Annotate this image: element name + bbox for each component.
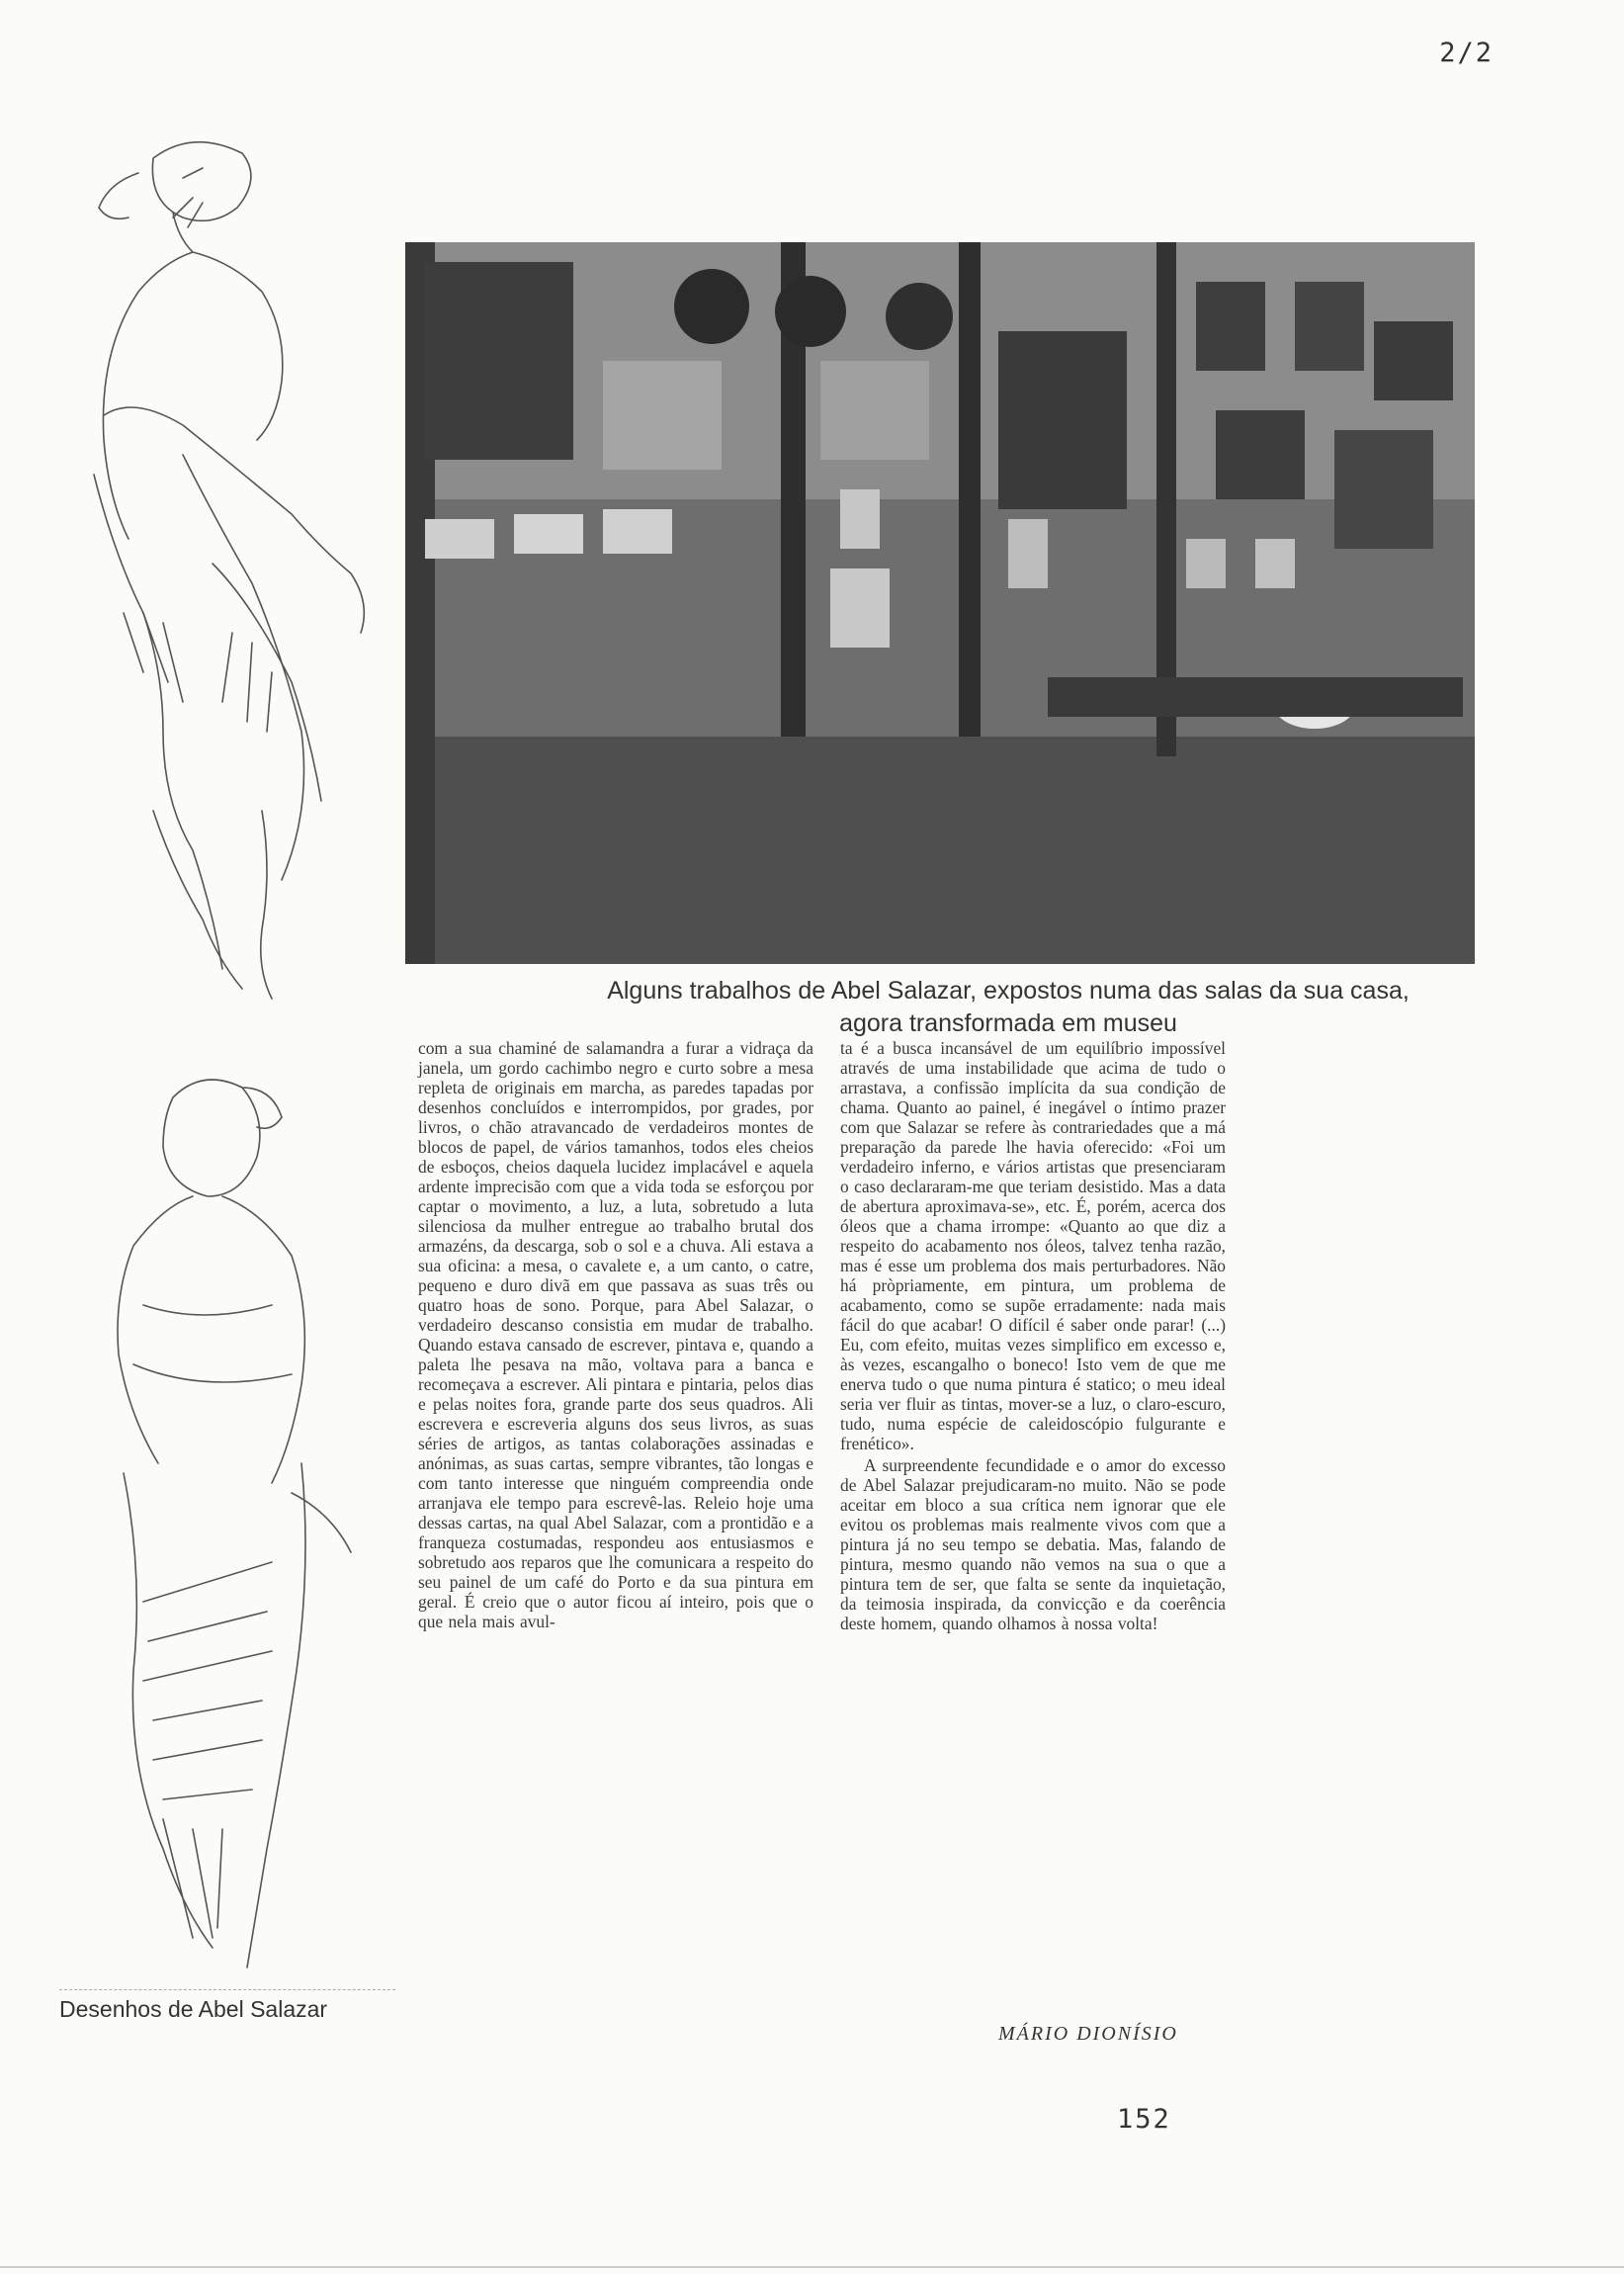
page-marker: 2/2 [1439,38,1494,68]
article-column-right [840,1038,1226,1635]
author-signature: MÁRIO DIONÍSIO [998,2023,1178,2045]
scan-edge [0,2266,1624,2268]
paragraph: A surpreendente fecundidade e o amor do excesso de Abel Salazar prejudicaram-no muito. Não se pode aceitar em bloco a sua crítica nem ignorar que ele evitou os problemas mais realmente vivos com que a pintura já no seu tempo se debatia. Mas, falando de pintura, mesmo quando não vemos na sua o que a pintura tem de ser, que falta se sente da inquietação, da teimosia inspirada, da convicção e da coerência deste homem, quando olhamos à nossa volta! [840,1455,1226,1633]
article-column-left [418,1038,813,1633]
paragraph: com a sua chaminé de salamandra a furar a vidraça da janela, um gordo cachimbo negro e curto sobre a mesa repleta de originais em marcha, as paredes tapadas por desenhos concluídos e interrompidos, por grades, por livros, o chão atravancado de verdadeiros montes de blocos de papel, de vários tamanhos, todos eles cheios de esboços, cheios daquela lucidez implacável e aquela ardente imprecisão com que a vida toda se esforçou por captar o movimento, a luz, a luta, sobretudo a luta silenciosa da mulher entregue ao trabalho brutal dos armazéns, da descarga, sob o sol e a chuva. Ali estava a sua oficina: a mesa, o cavalete e, a um canto, o catre, pequeno e duro divã em que passava as suas três ou quatro hoas de sono. Porque, para Abel Salazar, o verdadeiro descanso consistia em mudar de trabalho. Quando estava cansado de escrever, pintava e, quando a paleta lhe pesava na mão, voltava para a banca e recomeçava a escrever. Ali pintara e pintaria, pelos dias e pelas noites fora, grande parte dos seus quadros. Ali escrevera e escreveria alguns dos seus livros, as suas séries de artigos, as tantas colaborações assinadas e anónimas, as suas cartas, sempre vibrantes, tão longas e com tanto interesse que ninguém compreendia onde arranjava ele tempo para escrevê-las. Releio hoje uma dessas cartas, na qual Abel Salazar, com a prontidão e a franqueza costumadas, respondeu aos entusiasmos e sobretudo aos reparos que lhe comunicara a respeito do seu painel de um café do Porto e da sua pintura em geral. É creio que o autor ficou aí inteiro, pois que o que nela mais avul- [418,1038,813,1631]
paragraph: ta é a busca incansável de um equilíbrio impossível através de uma instabilidade que acima de tudo o arrastava, a confissão implícita da sua condição de chama. Quanto ao painel, é inegável o íntimo prazer com que Salazar se refere às contrariedades que a má preparação da parede lhe havia oferecido: «Foi um verdadeiro inferno, e vários artistas que presenciaram o caso declararam-me que teriam desistido. Mas a data de abertura aproximava-se», etc. É, porém, acerca dos óleos que a chama irrompe: «Quanto ao que diz a respeito do acabamento nos óleos, talvez tenha razão, mas é esse um problema dos mais perturbadores. Não há pròpriamente, em pintura, um problema de acabamento, como se supõe erradamente: nada mais fácil do que acabar! O difícil é saber onde parar! (...) Eu, com efeito, muitas vezes simplifico em excesso e, às vezes, escangalho o boneco! Isto vem de que me enerva tudo o que numa pintura é statico; o meu ideal seria ver fluir as tintas, mover-se a luz, o claro-escuro, tudo, numa espécie de caleidoscópio fulgurante e frenético». [840,1038,1226,1453]
photo-caption [514,975,1502,1040]
photo-caption-line-1: Alguns trabalhos de Abel Salazar, expostos numa das salas da sua casa, [607,977,1410,1005]
photo-caption-line-2: agora transformada em museu [839,1009,1177,1037]
page-number: 152 [1117,2104,1171,2135]
sketch-standing-woman [54,1048,381,1997]
museum-room-photo [405,242,1475,964]
drawings-caption: Desenhos de Abel Salazar [59,1989,395,2023]
sketch-seated-woman [35,119,415,1018]
